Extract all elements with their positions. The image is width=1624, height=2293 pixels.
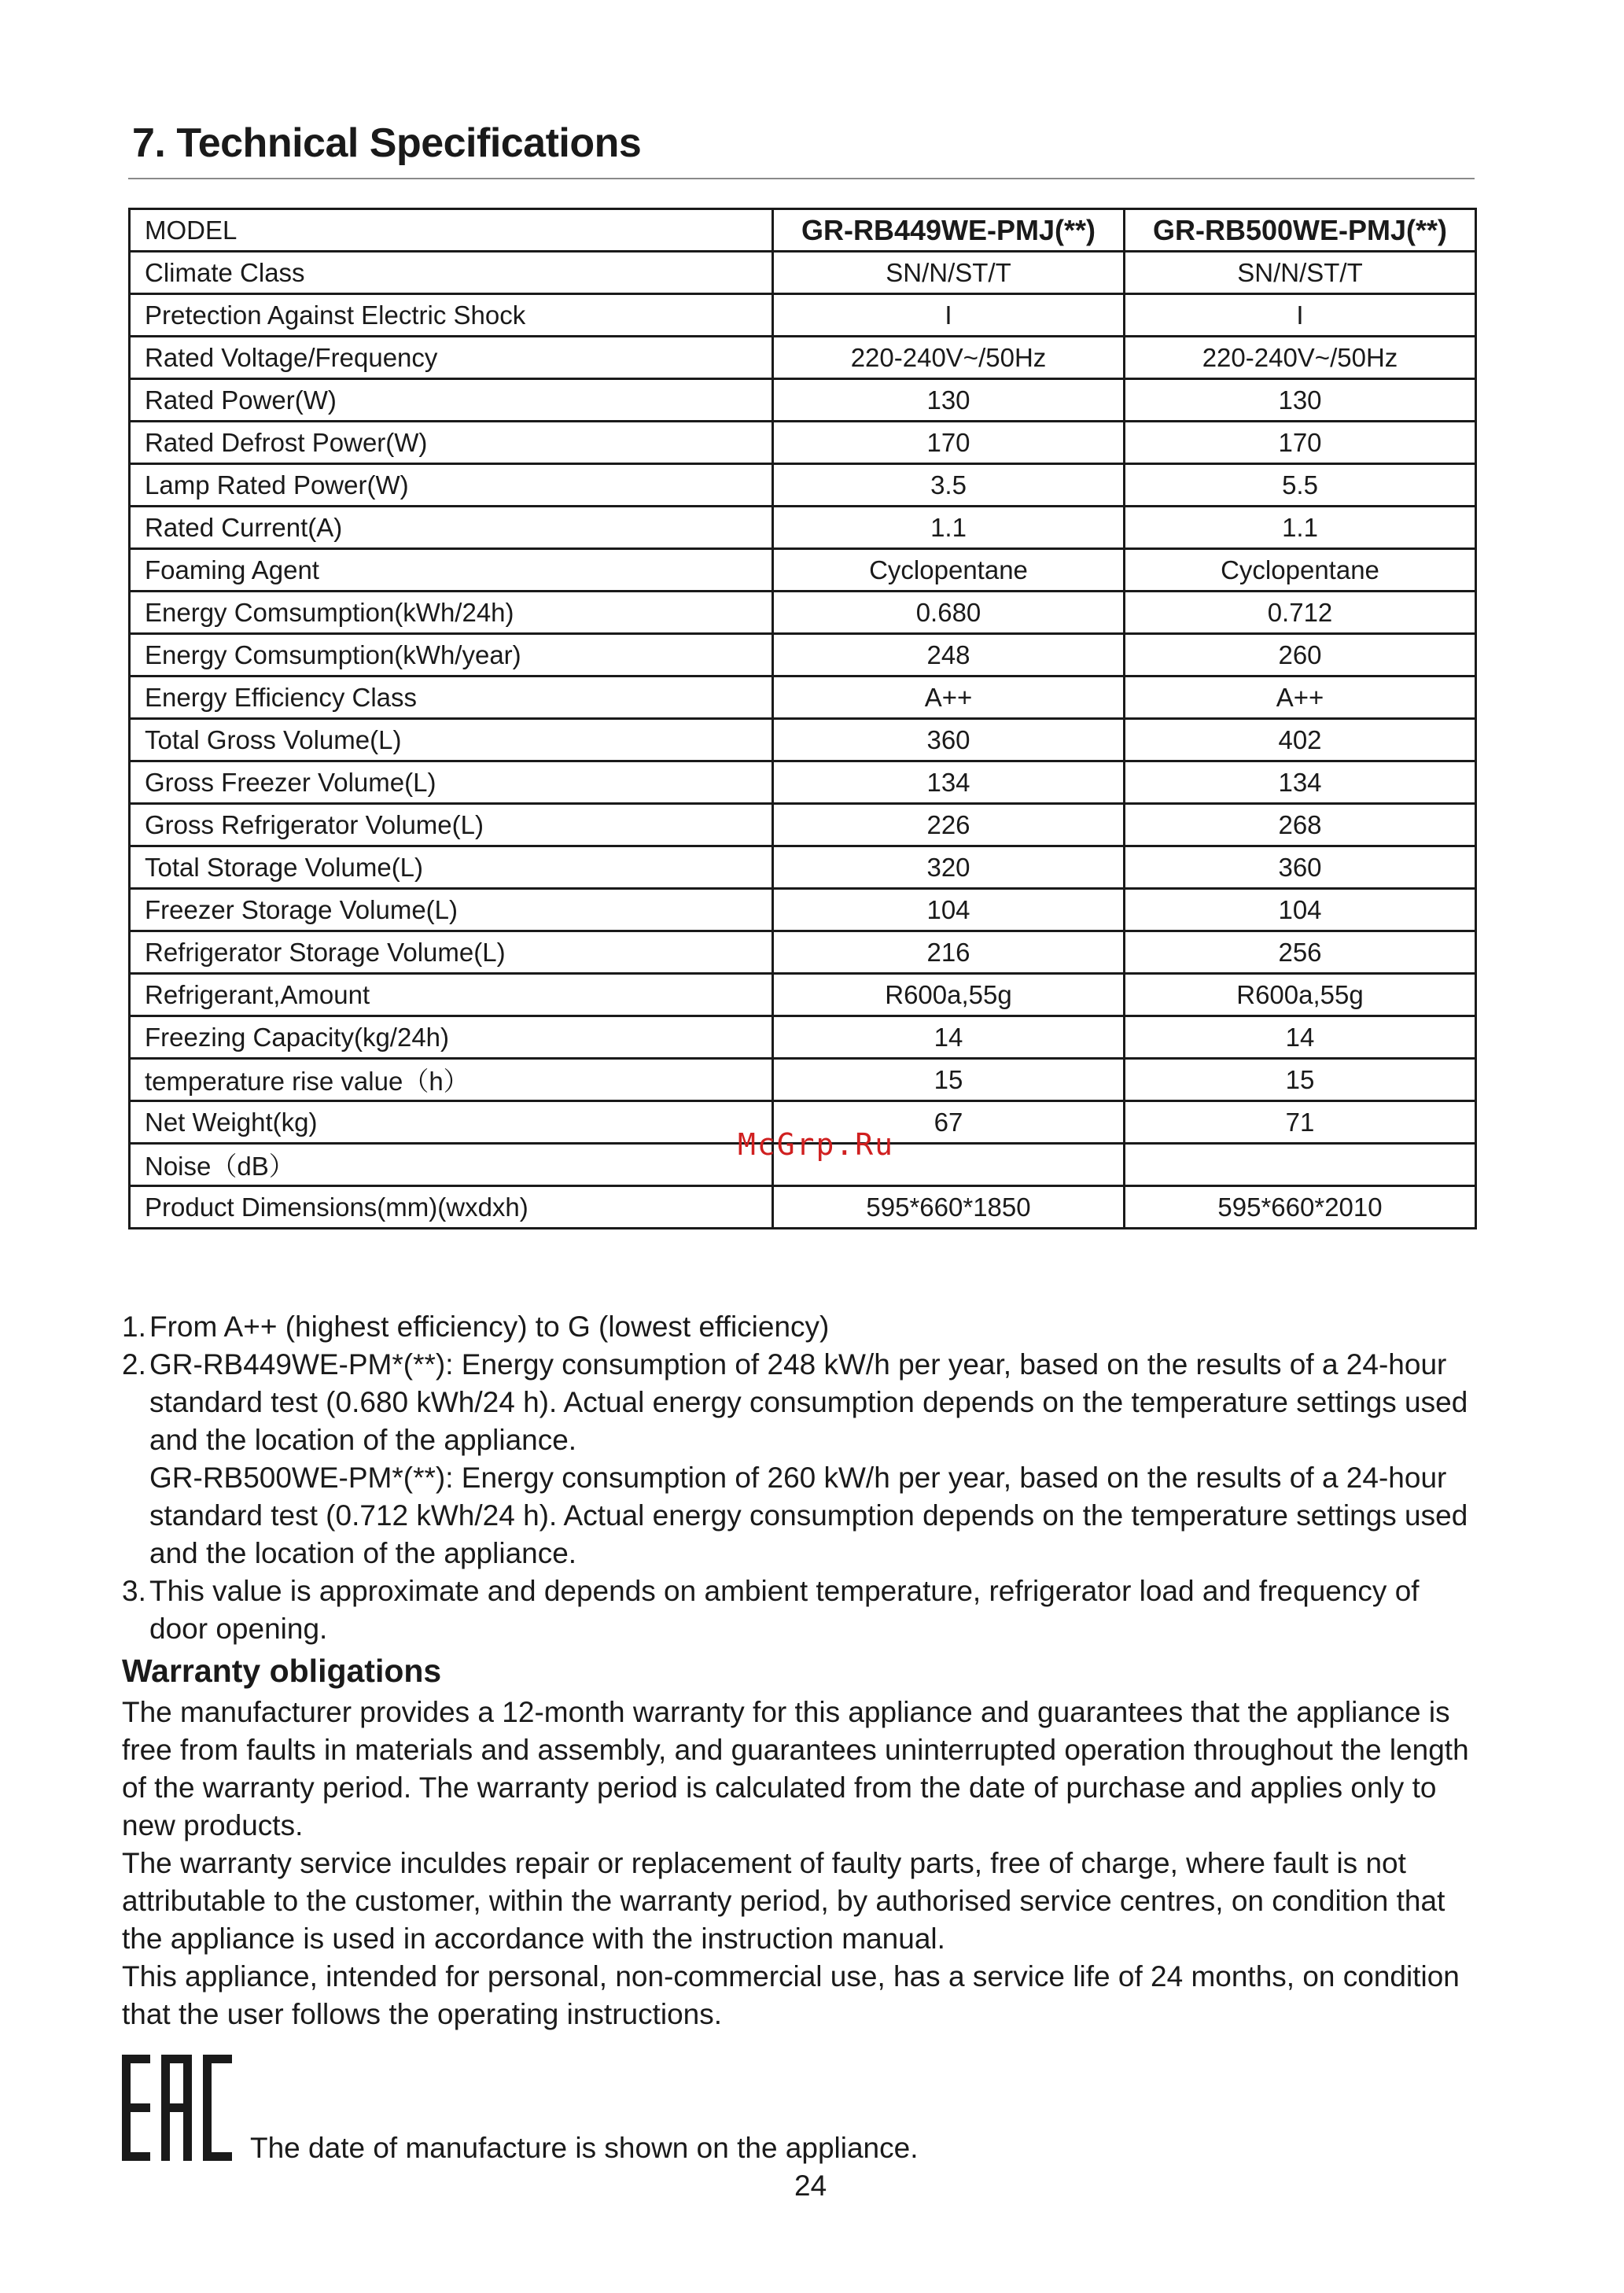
warranty-paragraph: The warranty service inculdes repair or replacement of faulty parts, free of charge, where fault is not attributable to the customer, within the warranty period, by authorised service centres, on condition that the appliance is used in accordance with the instruction manual. bbox=[122, 1847, 1445, 1955]
table-row bbox=[130, 676, 1476, 719]
footnote-number: 3. bbox=[122, 1575, 146, 1607]
model-2-value: 260 bbox=[1125, 634, 1476, 676]
model-2-header: GR-RB500WE-PMJ(**) bbox=[1125, 209, 1476, 252]
model-header: MODEL bbox=[130, 209, 773, 252]
model-2-value: 1.1 bbox=[1125, 507, 1476, 549]
table-row bbox=[130, 1016, 1476, 1059]
spec-label: Rated Current(A) bbox=[130, 507, 773, 549]
model-2-value: 104 bbox=[1125, 889, 1476, 931]
model-1-value: 595*660*1850 bbox=[773, 1186, 1125, 1229]
warranty-text bbox=[122, 1694, 1482, 2033]
spec-label: Gross Refrigerator Volume(L) bbox=[130, 804, 773, 846]
model-2-value bbox=[1125, 1144, 1476, 1186]
warranty-heading: Warranty obligations bbox=[122, 1653, 442, 1689]
table-row bbox=[130, 252, 1476, 294]
footnote-text: GR-RB449WE-PM*(**): Energy consumption of 248 kW/h per year, based on the results of a 24-hour standard test (0.680 kWh/24 h). Actual energy consumption depends on the temperature settings used and the location of the appliance. bbox=[149, 1348, 1468, 1456]
page-title: 7. Technical Specifications bbox=[132, 120, 642, 166]
spec-label: Rated Voltage/Frequency bbox=[130, 337, 773, 379]
model-1-value: 216 bbox=[773, 931, 1125, 974]
manufacture-date-note: The date of manufacture is shown on the appliance. bbox=[250, 2132, 919, 2164]
model-1-value: 130 bbox=[773, 379, 1125, 422]
spec-label: Noise（dB） bbox=[130, 1144, 773, 1186]
spec-label: Rated Power(W) bbox=[130, 379, 773, 422]
table-row bbox=[130, 634, 1476, 676]
spec-label: Energy Efficiency Class bbox=[130, 676, 773, 719]
model-1-value: 0.680 bbox=[773, 592, 1125, 634]
table-header-row bbox=[130, 209, 1476, 252]
model-2-value: 134 bbox=[1125, 761, 1476, 804]
footnote-number: 1. bbox=[122, 1311, 146, 1343]
model-2-value: 402 bbox=[1125, 719, 1476, 761]
model-2-value: Cyclopentane bbox=[1125, 549, 1476, 592]
warranty-paragraph: The manufacturer provides a 12-month warranty for this appliance and guarantees that the appliance is free from faults in materials and assembly, and guarantees uninterrupted operation throughout the length of the warranty period. The warranty period is calculated from the date of purchase and applies only to new products. bbox=[122, 1696, 1469, 1841]
table-row bbox=[130, 507, 1476, 549]
table-row bbox=[130, 379, 1476, 422]
spec-label: Freezer Storage Volume(L) bbox=[130, 889, 773, 931]
model-2-value: 595*660*2010 bbox=[1125, 1186, 1476, 1229]
spec-label: Product Dimensions(mm)(wxdxh) bbox=[130, 1186, 773, 1229]
footnote-text: GR-RB500WE-PM*(**): Energy consumption of 260 kW/h per year, based on the results of a 24-hour standard test (0.712 kWh/24 h). Actual energy consumption depends on the temperature settings used and the location of the appliance. bbox=[149, 1462, 1468, 1569]
footnote bbox=[122, 1572, 1482, 1648]
model-1-value: 104 bbox=[773, 889, 1125, 931]
model-1-value: 67 bbox=[773, 1101, 1125, 1144]
spec-label: Energy Comsumption(kWh/year) bbox=[130, 634, 773, 676]
model-1-value: R600a,55g bbox=[773, 974, 1125, 1016]
page-number: 24 bbox=[794, 2170, 827, 2202]
model-1-value: A++ bbox=[773, 676, 1125, 719]
model-2-value: 15 bbox=[1125, 1059, 1476, 1101]
footnote-number: 2. bbox=[122, 1348, 146, 1381]
table-row bbox=[130, 1186, 1476, 1229]
model-1-value: 15 bbox=[773, 1059, 1125, 1101]
spec-label: Net Weight(kg) bbox=[130, 1101, 773, 1144]
spec-label: Rated Defrost Power(W) bbox=[130, 422, 773, 464]
table-row bbox=[130, 1059, 1476, 1101]
footnote bbox=[122, 1346, 1482, 1572]
model-1-value: 360 bbox=[773, 719, 1125, 761]
model-1-value: 220-240V~/50Hz bbox=[773, 337, 1125, 379]
model-1-value: 226 bbox=[773, 804, 1125, 846]
table-row bbox=[130, 549, 1476, 592]
spec-label: Refrigerator Storage Volume(L) bbox=[130, 931, 773, 974]
table-row bbox=[130, 719, 1476, 761]
title-divider bbox=[128, 178, 1475, 179]
model-2-value: 268 bbox=[1125, 804, 1476, 846]
table-row bbox=[130, 592, 1476, 634]
spec-label: Energy Comsumption(kWh/24h) bbox=[130, 592, 773, 634]
table-row bbox=[130, 422, 1476, 464]
model-2-value: I bbox=[1125, 294, 1476, 337]
warranty-paragraph: This appliance, intended for personal, non-commercial use, has a service life of 24 months, on condition that the user follows the operating instructions. bbox=[122, 1960, 1460, 2030]
model-1-value: 134 bbox=[773, 761, 1125, 804]
model-1-value: I bbox=[773, 294, 1125, 337]
model-1-value: 14 bbox=[773, 1016, 1125, 1059]
model-2-value: 220-240V~/50Hz bbox=[1125, 337, 1476, 379]
table-row bbox=[130, 974, 1476, 1016]
model-2-value: 5.5 bbox=[1125, 464, 1476, 507]
spec-label: Gross Freezer Volume(L) bbox=[130, 761, 773, 804]
footnote-text: This value is approximate and depends on ambient temperature, refrigerator load and frequency of door opening. bbox=[149, 1575, 1420, 1645]
model-2-value: 170 bbox=[1125, 422, 1476, 464]
footnotes bbox=[122, 1308, 1482, 1648]
model-1-value: 1.1 bbox=[773, 507, 1125, 549]
table-row bbox=[130, 846, 1476, 889]
spec-table bbox=[128, 208, 1477, 1229]
model-1-header: GR-RB449WE-PMJ(**) bbox=[773, 209, 1125, 252]
spec-label: Refrigerant,Amount bbox=[130, 974, 773, 1016]
model-2-value: SN/N/ST/T bbox=[1125, 252, 1476, 294]
model-2-value: 360 bbox=[1125, 846, 1476, 889]
footnote bbox=[122, 1308, 1482, 1346]
footnote-text: From A++ (highest efficiency) to G (lowest efficiency) bbox=[149, 1311, 830, 1343]
spec-label: Total Gross Volume(L) bbox=[130, 719, 773, 761]
eac-logo bbox=[122, 2055, 232, 2161]
table-row bbox=[130, 931, 1476, 974]
model-2-value: A++ bbox=[1125, 676, 1476, 719]
spec-label: Total Storage Volume(L) bbox=[130, 846, 773, 889]
table-row bbox=[130, 804, 1476, 846]
spec-label: Lamp Rated Power(W) bbox=[130, 464, 773, 507]
model-1-value: SN/N/ST/T bbox=[773, 252, 1125, 294]
model-2-value: 0.712 bbox=[1125, 592, 1476, 634]
table-row bbox=[130, 761, 1476, 804]
table-row bbox=[130, 294, 1476, 337]
watermark: McGrp.Ru bbox=[738, 1127, 895, 1162]
spec-label: temperature rise value（h） bbox=[130, 1059, 773, 1101]
spec-label: Climate Class bbox=[130, 252, 773, 294]
spec-label: Pretection Against Electric Shock bbox=[130, 294, 773, 337]
spec-label: Freezing Capacity(kg/24h) bbox=[130, 1016, 773, 1059]
model-1-value: 170 bbox=[773, 422, 1125, 464]
model-2-value: 256 bbox=[1125, 931, 1476, 974]
model-2-value: 14 bbox=[1125, 1016, 1476, 1059]
model-2-value: R600a,55g bbox=[1125, 974, 1476, 1016]
table-row bbox=[130, 464, 1476, 507]
model-1-value: Cyclopentane bbox=[773, 549, 1125, 592]
table-row bbox=[130, 337, 1476, 379]
spec-label: Foaming Agent bbox=[130, 549, 773, 592]
model-1-value: 320 bbox=[773, 846, 1125, 889]
table-row bbox=[130, 889, 1476, 931]
model-2-value: 71 bbox=[1125, 1101, 1476, 1144]
model-1-value: 3.5 bbox=[773, 464, 1125, 507]
model-2-value: 130 bbox=[1125, 379, 1476, 422]
model-1-value: 248 bbox=[773, 634, 1125, 676]
